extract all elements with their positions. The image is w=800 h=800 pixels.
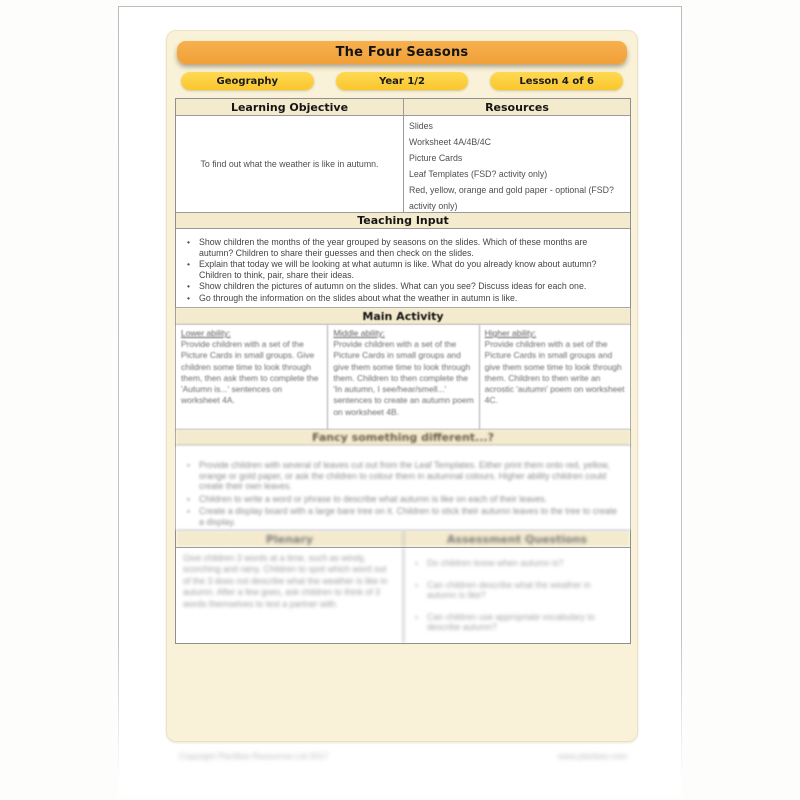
bullet-icon: • xyxy=(187,506,190,517)
middle-ability-text: Provide children with a set of the Picture Cards in small groups and give them some time to look through them. Children to then complete the 'In autumn, I see/hear/smell...' sentences to create an autumn poem on worksheet 4B. xyxy=(333,339,474,417)
lesson-plan-table xyxy=(175,98,631,644)
bullet-icon: • xyxy=(415,611,418,622)
main-activity-columns xyxy=(176,325,630,430)
year-group-pill: Year 1/2 xyxy=(336,72,469,90)
lesson-plan-panel xyxy=(166,30,638,742)
lesson-meta-row xyxy=(181,72,623,90)
subject-pill: Geography xyxy=(181,72,314,90)
bullet-icon: • xyxy=(187,281,190,292)
resource-item: Red, yellow, orange and gold paper - optional (FSD? activity only) xyxy=(409,185,614,211)
resource-item: Slides xyxy=(409,121,433,131)
learning-objective-header: Learning Objective xyxy=(176,99,403,115)
bullet-icon: • xyxy=(415,558,418,568)
bullet-icon: • xyxy=(187,493,190,504)
bullet-icon: • xyxy=(187,237,190,247)
objective-resources-row xyxy=(176,116,630,213)
middle-ability-cell xyxy=(327,325,478,429)
bullet-icon: • xyxy=(415,579,418,590)
fsd-bullet: • Children to write a word or phrase to describe what autumn is like on each of their leaves. xyxy=(187,493,548,504)
plenary-text: Give children 3 words at a time, such as windy, scorching and rainy. Children to spot which word out of the 3 does not describe what the weather is like in autumn. After a few goes, ask children to think of 3 words themselves to test a partner with. xyxy=(183,553,388,609)
main-activity-header: Main Activity xyxy=(176,308,630,325)
resource-item: Leaf Templates (FSD? activity only) xyxy=(409,169,548,179)
fsd-bullet: • Create a display board with a large bare tree on it. Children to stick their autumn leaves to the tree to create a display. xyxy=(187,506,618,527)
lower-ability-cell xyxy=(176,325,327,429)
resource-item: Picture Cards xyxy=(409,153,463,163)
teaching-input-list xyxy=(176,229,630,308)
footer-website: www.planbee.com xyxy=(558,751,627,761)
lower-ability-label: Lower ability: xyxy=(181,328,231,338)
resources-list xyxy=(403,116,630,212)
middle-ability-label: Middle ability: xyxy=(333,328,385,338)
bullet-icon: • xyxy=(187,259,190,270)
learning-objective-text: To find out what the weather is like in autumn. xyxy=(200,159,379,169)
bullet-icon: • xyxy=(187,292,190,303)
lower-ability-text: Provide children with a set of the Picture Cards in small groups. Give children some time to look through them, then ask them to complete the 'Autumn is...' sentences on worksheet 4A. xyxy=(181,339,319,406)
assessment-question: • Can children use appropriate vocabulary to describe autumn? xyxy=(415,611,595,633)
assessment-question: • Do children know when autumn is? xyxy=(415,558,564,568)
plenary-assessment-header-row xyxy=(176,531,630,548)
teaching-input-bullet: • Show children the pictures of autumn on the slides. What can you see? Discuss ideas for each one. xyxy=(187,281,587,292)
teaching-input-bullet: • Go through the information on the slides about what the weather in autumn is like. xyxy=(187,292,518,303)
higher-ability-label: Higher ability: xyxy=(484,328,537,338)
plenary-assessment-row xyxy=(176,548,630,643)
plenary-header: Plenary xyxy=(176,531,403,547)
assessment-questions-header: Assessment Questions xyxy=(403,531,630,547)
page-title: The Four Seasons xyxy=(335,45,469,60)
fancy-something-different-list xyxy=(176,446,630,531)
higher-ability-cell xyxy=(479,325,630,429)
teaching-input-header: Teaching Input xyxy=(176,213,630,229)
teaching-input-bullet: • Show children the months of the year grouped by seasons on the slides. Which of these months are autumn? Children to share their guesses and then check on the slides. xyxy=(187,237,588,258)
page-footer xyxy=(179,751,627,761)
higher-ability-text: Provide children with a set of the Picture Cards in small groups and give them some time to look through them. Children to then write an acrostic 'autumn' poem on worksheet 4C. xyxy=(484,339,625,406)
assessment-questions-list xyxy=(403,548,630,643)
fsd-bullet: • Provide children with several of leaves cut out from the Leaf Templates. Either print them onto red, yellow, orange or gold paper, or ask the children to colour them in autumnal colours. Higher ability children could create their own leaves. xyxy=(187,460,610,492)
footer-copyright: Copyright PlanBee Resources Ltd 2017 xyxy=(179,751,329,761)
lesson-title-banner xyxy=(177,41,627,64)
objective-resources-header-row xyxy=(176,99,630,116)
assessment-question: • Can children describe what the weather in autumn is like? xyxy=(415,579,591,601)
lesson-plan-page xyxy=(118,6,682,796)
fancy-something-different-header: Fancy something different...? xyxy=(176,430,630,446)
teaching-input-bullet: • Explain that today we will be looking at what autumn is like. What do you already know about autumn? Children to think, pair, share their ideas. xyxy=(187,259,597,280)
resource-item: Worksheet 4A/4B/4C xyxy=(409,137,491,147)
lesson-number-pill: Lesson 4 of 6 xyxy=(490,72,623,90)
resources-header: Resources xyxy=(403,99,630,115)
bullet-icon: • xyxy=(187,460,190,470)
